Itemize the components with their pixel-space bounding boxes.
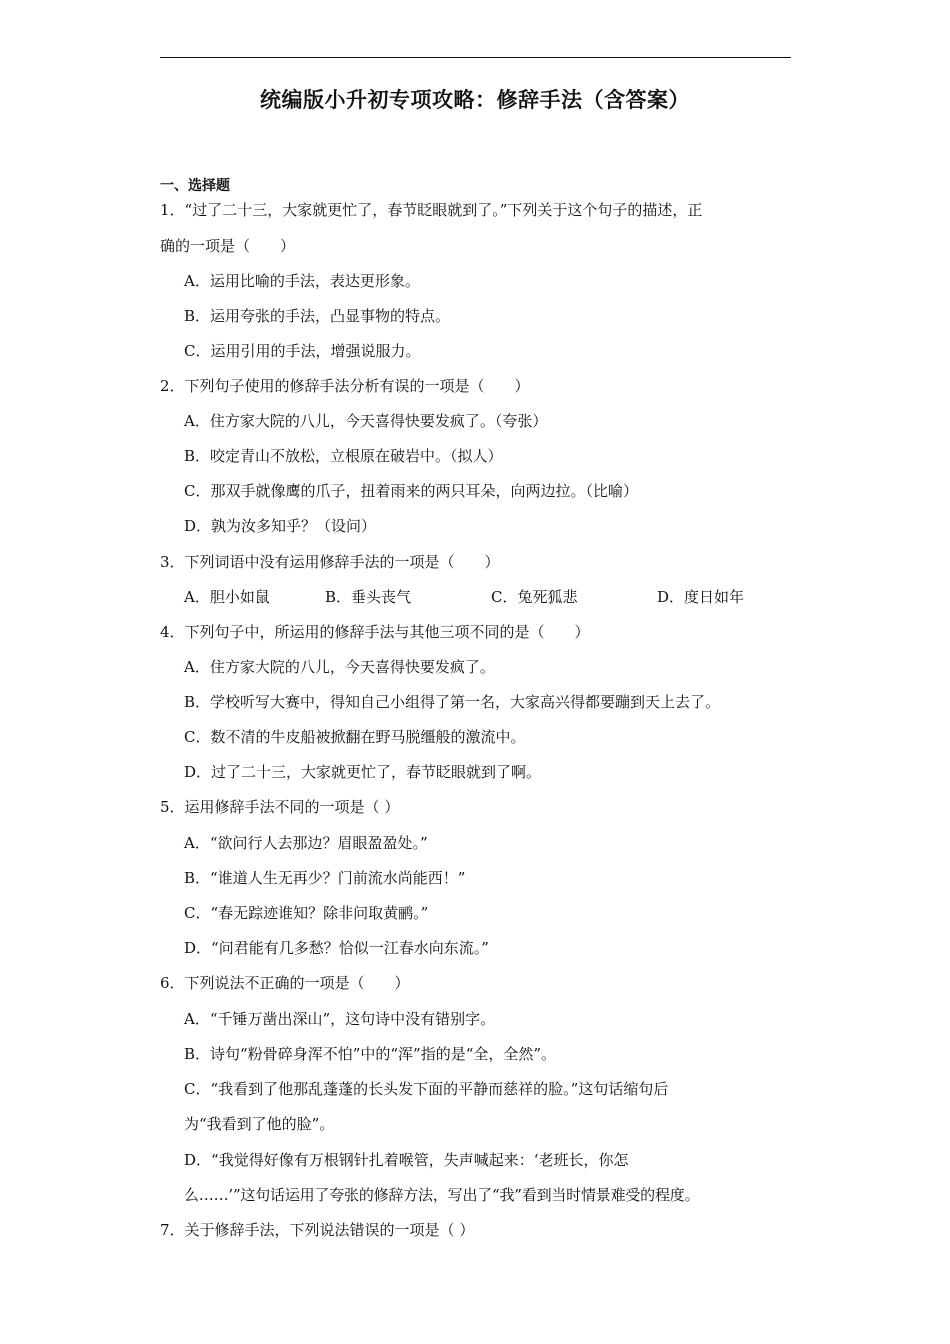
question-3-option-c: C．兔死狐悲 (491, 588, 578, 606)
question-4-option-c: C．数不清的牛皮船被掀翻在野马脱缰般的激流中。 (184, 728, 526, 746)
question-6-stem: 6．下列说法不正确的一项是（ ） (160, 974, 410, 992)
question-2-option-b: B．咬定青山不放松，立根原在破岩中。（拟人） (184, 447, 503, 465)
question-6-option-d: D．“我觉得好像有万根钢针扎着喉管，失声喊起来：‘老班长，你怎 (184, 1151, 629, 1169)
question-6-option-a: A．“千锤万凿出深山”，这句诗中没有错别字。 (184, 1010, 496, 1028)
question-1-stem-cont: 确的一项是（ ） (160, 237, 296, 255)
question-5-option-c: C．“春无踪迹谁知？除非问取黄鹂。” (184, 904, 429, 922)
question-6-option-c-cont: 为“我看到了他的脸”。 (184, 1115, 335, 1133)
question-4-stem: 4．下列句子中，所运用的修辞手法与其他三项不同的是（ ） (160, 623, 590, 641)
header-rule (160, 57, 791, 58)
question-3-option-b: B．垂头丧气 (325, 588, 412, 606)
question-2-option-c: C．那双手就像鹰的爪子，扭着雨来的两只耳朵，向两边拉。（比喻） (184, 482, 638, 500)
question-2-stem: 2．下列句子使用的修辞手法分析有误的一项是（ ） (160, 377, 530, 395)
question-6-option-d-cont: 么……’”这句话运用了夸张的修辞方法，写出了“我”看到当时情景难受的程度。 (184, 1186, 700, 1204)
question-3-stem: 3．下列词语中没有运用修辞手法的一项是（ ） (160, 553, 500, 571)
question-3-option-a: A．胆小如鼠 (184, 588, 270, 606)
question-1-stem: 1．“过了二十三，大家就更忙了，春节眨眼就到了。”下列关于这个句子的描述，正 (160, 201, 703, 219)
question-4-option-d: D．过了二十三，大家就更忙了，春节眨眼就到了啊。 (184, 763, 542, 781)
question-5-option-d: D．“问君能有几多愁？恰似一江春水向东流。” (184, 939, 489, 957)
question-6-option-b: B．诗句“粉骨碎身浑不怕”中的“浑”指的是“全，全然”。 (184, 1045, 557, 1063)
question-1-option-c: C．运用引用的手法，增强说服力。 (184, 342, 421, 360)
question-6-option-c: C．“我看到了他那乱蓬蓬的长头发下面的平静而慈祥的脸。”这句话缩句后 (184, 1080, 669, 1098)
question-5-option-b: B．“谁道人生无再少？门前流水尚能西！” (184, 869, 466, 887)
question-2-option-a: A．住方家大院的八儿，今天喜得快要发疯了。（夸张） (184, 412, 548, 430)
question-4-option-a: A．住方家大院的八儿，今天喜得快要发疯了。 (184, 658, 495, 676)
question-1-option-a: A．运用比喻的手法，表达更形象。 (184, 272, 420, 290)
section-heading: 一、选择题 (160, 178, 230, 194)
question-4-option-b: B．学校听写大赛中，得知自己小组得了第一名，大家高兴得都要蹦到天上去了。 (184, 693, 721, 711)
question-1-option-b: B．运用夸张的手法，凸显事物的特点。 (184, 307, 451, 325)
document-title: 统编版小升初专项攻略：修辞手法（含答案） (260, 88, 690, 112)
question-5-option-a: A．“欲问行人去那边？眉眼盈盈处。” (184, 834, 428, 852)
question-7-stem: 7．关于修辞手法，下列说法错误的一项是（ ） (160, 1221, 475, 1239)
question-5-stem: 5．运用修辞手法不同的一项是（ ） (160, 798, 400, 816)
question-3-option-d: D．度日如年 (657, 588, 745, 606)
question-2-option-d: D．孰为汝多知乎？（设问） (184, 517, 377, 535)
